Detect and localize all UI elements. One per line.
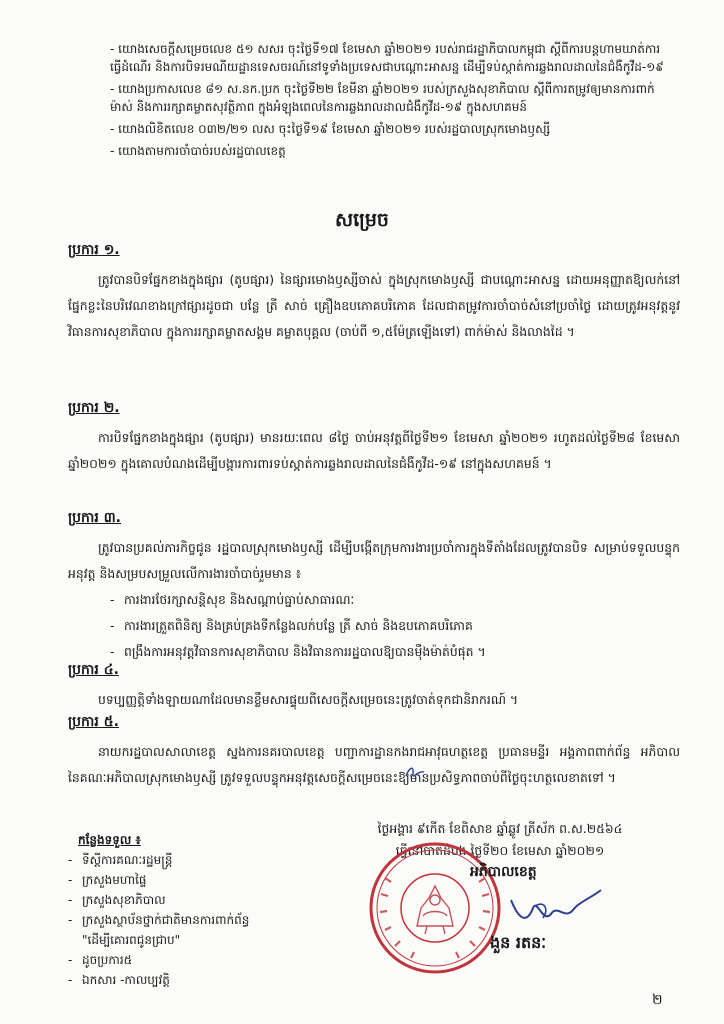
reference-list: [110, 40, 670, 164]
initial-mark-icon: [404, 762, 426, 782]
recipient-item: "ដើម្បីគោរពជូនជ្រាប": [82, 933, 181, 947]
article-heading: ប្រការ ៥.: [68, 714, 119, 730]
reference-item: - យោងលិខិតលេខ ០៣២/២១ លស ចុះថ្ងៃទី១៩ ខែមេសា ឆ្នាំ២០២១ របស់រដ្ឋបាលស្រុកមោងឫស្សី: [110, 122, 551, 136]
recipients-title: កន្លែងទទួល ៖: [78, 833, 141, 847]
decision-title: សម្រេច: [335, 209, 389, 231]
article-heading: ប្រការ ១.: [68, 242, 120, 258]
article-heading: ប្រការ ២.: [68, 400, 120, 416]
lunar-date: ថ្ងៃអង្គារ ៩កើត ខែពិសាខ ឆ្នាំឆ្លូវ ត្រីស័ក ព.ស.២៥៦៤: [377, 821, 623, 836]
article-3: [68, 508, 680, 665]
signature-icon: [505, 880, 605, 930]
article-2: [68, 398, 680, 477]
article-body: ការបិទផ្នែកខាងក្នុងផ្សារ (តូបផ្សារ) មានរយៈពេល ៨ថ្ងៃ ចាប់អនុវត្តពីថ្ងៃទី២១ ខែមេសា ឆ្នាំ២០២១ រហូតដល់ថ្ងៃទី២៨ ខែមេសា ឆ្នាំ២០២១ ក្នុងគោលបំណងដើម្បីបង្ការការពារទប់ស្កាត់ការឆ្លងរាលដាលនៃជំងឺកូវីដ-១៩ នៅក្នុងសហគមន៍ ។: [68, 430, 680, 471]
article-heading: ប្រការ ៣.: [68, 510, 121, 526]
recipient-item: - ក្រសួងស្ថាប័នថ្នាក់ជាតិមានការពាក់ព័ន្ធ: [68, 913, 250, 927]
list-item: - ពង្រឹងការអនុវត្តវិធានការសុខាភិបាល និងវិធានការរដ្ឋបាលឱ្យបានម៉ឺងម៉ាត់បំផុត ។: [110, 644, 486, 659]
article-1: [68, 240, 680, 345]
recipient-item: - ក្រសួងសុខាភិបាល: [68, 893, 166, 907]
page-number: ២: [652, 992, 663, 1008]
article-5: [68, 712, 680, 791]
list-item: - ការងារត្រួតពិនិត្យ និងគ្រប់គ្រងទីកន្លែងលក់បន្លែ ត្រី សាច់ និងឧបភោគបរិភោគ: [110, 618, 473, 633]
reference-item: - យោងតាមការចាំបាច់របស់រដ្ឋបាលខេត្ត: [110, 144, 286, 158]
recipient-item: - ទីស្តីការគណៈរដ្ឋមន្ត្រី: [68, 853, 173, 867]
recipients-block: [68, 830, 328, 990]
article-4: [68, 660, 680, 713]
official-seal-icon: [365, 838, 505, 978]
recipient-item: - ក្រសួងមហាផ្ទៃ: [68, 873, 147, 887]
article-body: នាយករដ្ឋបាលសាលាខេត្ត ស្នងការនគរបាលខេត្ត បញ្ជាការដ្ឋានកងរាជអាវុធហត្ថខេត្ត ប្រធានមន្ទីរ អង្គភាពពាក់ព័ន្ធ អភិបាលនៃគណៈអភិបាលស្រុកមោងឫស្សី ត្រូវទទួលបន្ទុកអនុវត្តសេចក្តីសម្រេចនេះឱ្យមានប្រសិទ្ធភាពចាប់ពីថ្ងៃចុះហត្ថលេខាតទៅ ។: [68, 744, 680, 785]
reference-item: - យោងប្រកាសលេខ ៨១ ស.នក.ប្រក ចុះថ្ងៃទី២២ ខែមីនា ឆ្នាំ២០២១ របស់ក្រសួងសុខាភិបាល ស្តីពីការតម្រូវឲ្យមានការពាក់ម៉ាស់ និងការរក្សាគម្លាតសុវត្ថិភាព ក្នុងអំឡុងពេលនៃការឆ្លងរាលដាលជំងឺកូវីដ-១៩ ក្នុងសហគមន៍: [110, 82, 655, 114]
article-heading: ប្រការ ៤.: [68, 662, 119, 678]
list-item: - ការងារថែរក្សាសន្តិសុខ និងសណ្តាប់ធ្នាប់សាធារណៈ: [110, 592, 355, 607]
governor-title: អភិបាលខេត្ត: [470, 864, 537, 880]
article-body: ត្រូវបានបិទផ្នែកខាងក្នុងផ្សារ (តូបផ្សារ) នៃផ្សារមោងឫស្សីចាស់ ក្នុងស្រុកមោងឫស្សី ជាបណ្តោះអាសន្ន ដោយអនុញ្ញាតឱ្យលក់នៅផ្នែកខ្លះនៃបរិវេណខាងក្រៅផ្សារដូចជា បន្លែ ត្រី សាច់ គ្រឿងឧបភោគបរិភោគ ដែលជាតម្រូវការចាំបាច់សំនៅប្រចាំថ្ងៃ ដោយត្រូវអនុវត្តនូវវិធានការសុខាភិបាល ក្នុងការរក្សាគម្លាតសង្គម គម្លាតបុគ្គល (ចាប់ពី ១,៥ម៉ែត្រឡើងទៅ) ពាក់ម៉ាស់ និងលាងដៃ ។: [68, 272, 680, 339]
governor-name: ងួន រតនៈ: [490, 933, 547, 952]
reference-item: - យោងសេចក្តីសម្រេចលេខ ៥១ សសរ ចុះថ្ងៃទី១៧ ខែមេសា ឆ្នាំ២០២១ របស់រាជរដ្ឋាភិបាលកម្ពុជា ស្តីពីការបន្តហាមឃាត់ការធ្វើដំណើរ និងការបិទរមណីយដ្ឋានទេសចរណ៍នៅទូទាំងប្រទេសជាបណ្តោះអាសន្ន ដើម្បីទប់ស្កាត់ការឆ្លងរាលដាលនៃជំងឺកូវីដ-១៩: [110, 42, 664, 74]
article-sub-list: [68, 587, 680, 665]
article-body: ត្រូវបានប្រគល់ភារកិច្ចជូន រដ្ឋបាលស្រុកមោងឫស្សី ដើម្បីបង្កើតក្រុមការងារប្រចាំការក្នុងទីតាំងដែលត្រូវបានបិទ សម្រាប់ទទួលបន្ទុកអនុវត្ត និងសម្របសម្រួលលើការងារចាំបាច់រួមមាន ៖: [68, 540, 680, 581]
article-body: បទប្បញ្ញត្តិទាំងឡាយណាដែលមានខ្លឹមសារផ្ទុយពីសេចក្តីសម្រេចនេះត្រូវចាត់ទុកជានិរាករណ៍ ។: [98, 692, 519, 707]
recipient-item: - ដូចប្រការ៥: [68, 953, 133, 967]
solar-date: ធ្វើនៅបាត់ដំបង ថ្ងៃទី២០ ខែមេសា ឆ្នាំ២០២១: [395, 843, 605, 858]
recipient-item: - ឯកសារ -កាលប្បវត្តិ: [68, 973, 170, 987]
